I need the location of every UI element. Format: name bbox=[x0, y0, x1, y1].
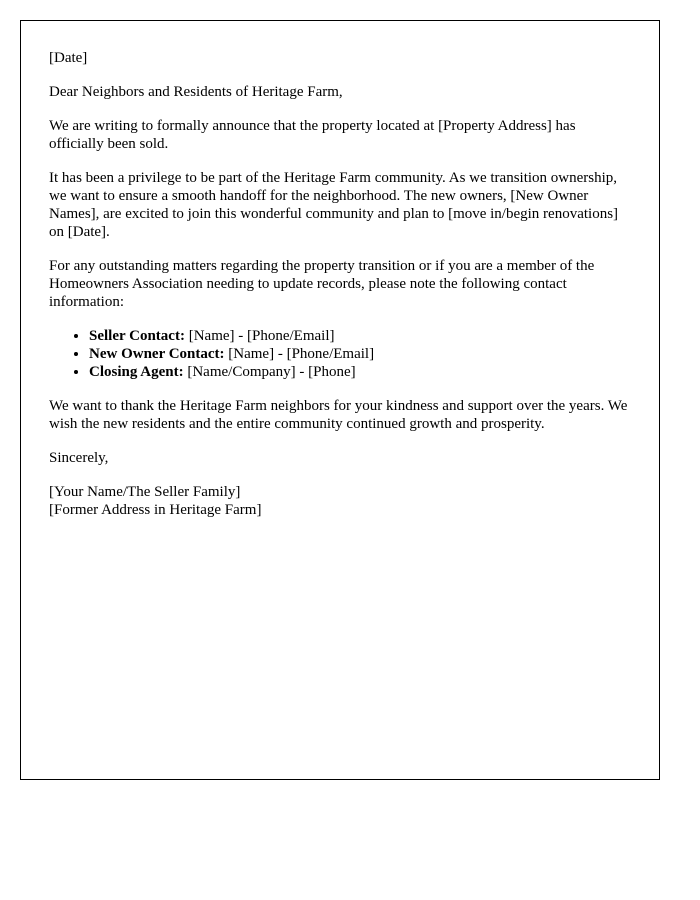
letter-closing: Sincerely, bbox=[49, 450, 109, 466]
contact-label: Seller Contact: bbox=[89, 328, 185, 344]
letter-paragraph-thanks: We want to thank the Heritage Farm neighbors for your kindness and support over the years. We wish the new residents and the entire community continued growth and prosperity. bbox=[49, 398, 628, 432]
letter-date: [Date] bbox=[49, 50, 88, 66]
contact-value: [Name] - [Phone/Email] bbox=[184, 328, 335, 344]
contact-label: Closing Agent: bbox=[89, 364, 184, 380]
contact-label: New Owner Contact: bbox=[89, 346, 225, 362]
contact-value: [Name/Company] - [Phone] bbox=[183, 364, 356, 380]
letter-signature bbox=[49, 483, 631, 519]
contact-value: [Name] - [Phone/Email] bbox=[224, 346, 375, 362]
letter-paragraph-contact-intro: For any outstanding matters regarding the property transition or if you are a member of the Homeowners Association needing to update records, please note the following contact information: bbox=[49, 258, 595, 310]
contact-list bbox=[49, 327, 631, 381]
contact-item-new-owner bbox=[89, 345, 631, 363]
letter-paragraph-transition: It has been a privilege to be part of the Heritage Farm community. As we transition ownership, we want to ensure a smooth handoff for the neighborhood. The new owners, [New Owner Names], are excited to join this wonderful community and plan to [move in/begin renovations] on [Date]. bbox=[49, 170, 619, 240]
signature-address: [Former Address in Heritage Farm] bbox=[49, 502, 262, 518]
contact-item-closing-agent bbox=[89, 363, 631, 381]
letter-salutation: Dear Neighbors and Residents of Heritage Farm, bbox=[49, 84, 343, 100]
letter-paragraph-announcement: We are writing to formally announce that the property located at [Property Address] has officially been sold. bbox=[49, 118, 576, 152]
signature-name: [Your Name/The Seller Family] bbox=[49, 484, 241, 500]
letter-page bbox=[20, 20, 660, 780]
contact-item-seller bbox=[89, 327, 631, 345]
